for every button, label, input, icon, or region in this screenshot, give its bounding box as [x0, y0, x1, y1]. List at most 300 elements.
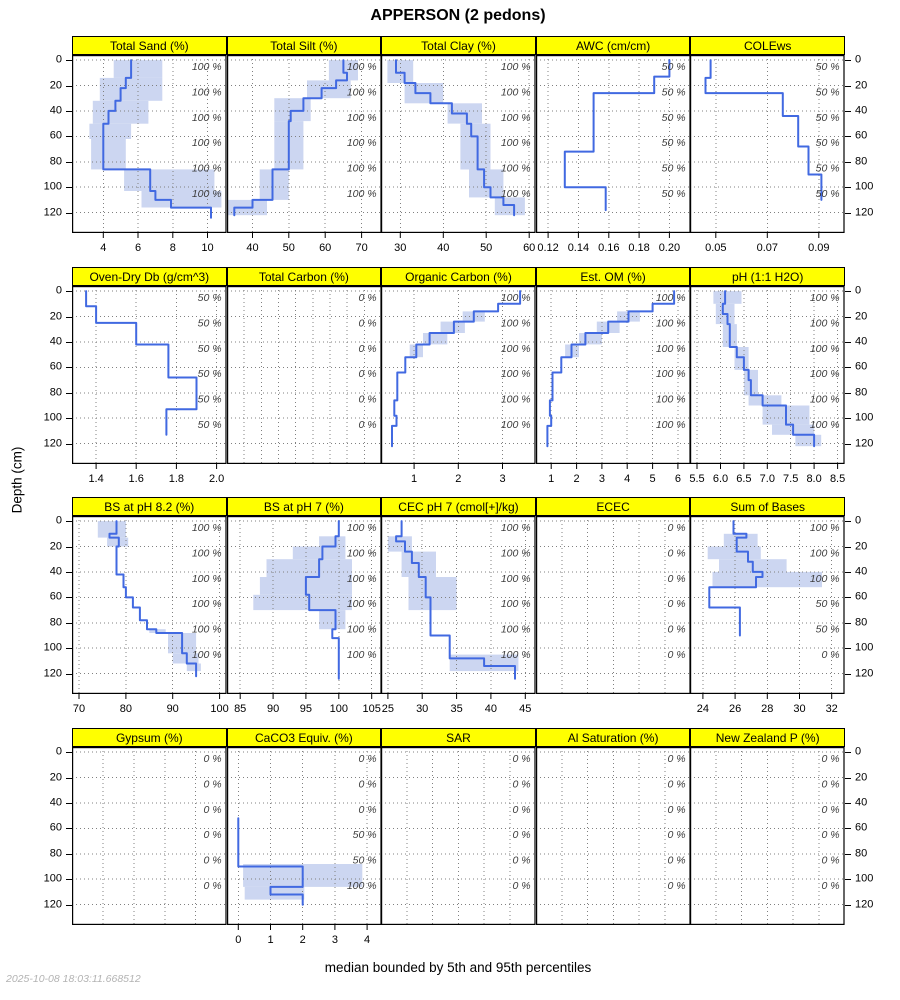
depth-tick	[845, 136, 851, 137]
strip-title: Total Carbon (%)	[258, 269, 349, 284]
contributing-fraction-label: 0 %	[821, 778, 840, 791]
depth-tick-label: 80	[49, 847, 62, 860]
contributing-fraction-label: 0 %	[667, 829, 686, 842]
panel-cec-ph-7-cmol-kg	[381, 516, 536, 724]
x-tick-label: 60	[318, 242, 331, 254]
strip-total-silt	[227, 36, 382, 55]
contributing-fraction-label: 100 %	[346, 188, 377, 201]
contributing-fraction-label: 50 %	[661, 111, 686, 124]
strip-title: Gypsum (%)	[115, 730, 183, 745]
contributing-fraction-label: 50 %	[197, 317, 222, 330]
strip-title: Total Sand (%)	[109, 38, 189, 53]
depth-tick-label: 20	[855, 540, 868, 552]
x-tick-label: 40	[437, 242, 450, 254]
panel-organic-carbon	[381, 286, 536, 494]
contributing-fraction-label: 100 %	[501, 137, 531, 150]
depth-tick	[845, 854, 851, 855]
contributing-fraction-label: 100 %	[501, 393, 531, 406]
depth-tick-label: 120	[855, 206, 874, 219]
x-tick-label: 40	[484, 703, 498, 715]
x-tick-label: 30	[394, 242, 407, 254]
contributing-fraction-label: 50 %	[197, 393, 222, 406]
contributing-fraction-label: 50 %	[197, 419, 222, 432]
depth-tick	[66, 111, 72, 112]
contributing-fraction-label: 100 %	[346, 623, 377, 636]
depth-tick-label: 20	[855, 310, 868, 322]
median-line	[565, 60, 670, 210]
depth-tick-label: 0	[855, 745, 862, 758]
depth-tick	[66, 879, 72, 880]
strip-ph-1-1-h2o	[690, 267, 845, 286]
x-tick-label: 10	[201, 242, 214, 254]
x-tick-label: 2.0	[208, 473, 225, 485]
strip-sum-of-bases	[690, 497, 845, 516]
contributing-fraction-label: 0 %	[358, 752, 377, 765]
contributing-fraction-label: 0 %	[667, 623, 686, 636]
x-tick-label: 6	[674, 473, 681, 485]
contributing-fraction-label: 0 %	[512, 854, 531, 867]
strip-gypsum	[72, 728, 227, 747]
contributing-fraction-label: 100 %	[501, 342, 531, 355]
contributing-fraction-label: 0 %	[667, 598, 686, 611]
depth-tick-label: 20	[49, 771, 62, 783]
x-tick-label: 2	[573, 473, 580, 485]
x-tick-label: 32	[825, 703, 839, 715]
x-tick-label: 1.8	[168, 473, 185, 485]
panel-sar	[381, 747, 536, 955]
strip-new-zealand-p	[690, 728, 845, 747]
x-tick-label: 7.0	[760, 473, 776, 485]
contributing-fraction-label: 0 %	[203, 778, 222, 791]
contributing-fraction-label: 0 %	[358, 419, 377, 432]
contributing-fraction-label: 100 %	[655, 342, 686, 355]
contributing-fraction-label: 100 %	[810, 521, 840, 534]
x-tick-label: 6.0	[713, 473, 729, 485]
contributing-fraction-label: 100 %	[810, 393, 840, 406]
depth-tick	[845, 597, 851, 598]
contributing-fraction-label: 0 %	[821, 854, 840, 867]
contributing-fraction-label: 0 %	[667, 778, 686, 791]
x-tick-label: 3	[499, 473, 506, 485]
strip-title: AWC (cm/cm)	[575, 38, 651, 53]
x-tick-label: 0.09	[808, 242, 830, 254]
x-tick-label: 6	[134, 242, 142, 254]
x-tick-label: 30	[416, 703, 429, 715]
x-tick-label: 7.5	[783, 473, 799, 485]
depth-tick	[845, 828, 851, 829]
panel-est-om	[536, 286, 691, 494]
depth-tick-label: 120	[43, 437, 62, 450]
contributing-fraction-label: 50 %	[816, 598, 840, 611]
depth-tick-label: 60	[855, 590, 868, 603]
depth-tick-label: 60	[49, 360, 62, 373]
depth-tick-label: 0	[855, 514, 862, 527]
strip-al-saturation	[536, 728, 691, 747]
depth-tick	[66, 367, 72, 368]
depth-tick-label: 100	[855, 180, 874, 193]
panel-sum-of-bases	[690, 516, 845, 724]
panel-gypsum	[72, 747, 227, 955]
x-tick-label: 90	[166, 703, 179, 715]
contributing-fraction-label: 100 %	[191, 60, 222, 73]
x-tick-label: 24	[697, 703, 710, 715]
contributing-fraction-label: 100 %	[501, 547, 531, 560]
x-tick-label: 1	[411, 473, 418, 485]
contributing-fraction-label: 100 %	[655, 317, 686, 330]
contributing-fraction-label: 100 %	[346, 880, 377, 893]
contributing-fraction-label: 50 %	[816, 188, 840, 201]
x-tick-label: 4	[100, 242, 107, 254]
depth-tick	[66, 597, 72, 598]
depth-tick-label: 40	[855, 796, 868, 809]
depth-tick	[66, 547, 72, 548]
x-tick-label: 0.16	[597, 242, 620, 254]
contributing-fraction-label: 50 %	[352, 829, 377, 842]
strip-title: pH (1:1 H2O)	[732, 269, 804, 284]
depth-tick	[845, 803, 851, 804]
panel-new-zealand-p	[690, 747, 845, 955]
contributing-fraction-label: 0 %	[358, 342, 377, 355]
contributing-fraction-label: 0 %	[203, 803, 222, 816]
depth-tick	[66, 213, 72, 214]
contributing-fraction-label: 100 %	[346, 572, 377, 585]
depth-tick-label: 80	[855, 386, 868, 399]
depth-tick	[66, 752, 72, 753]
strip-title: BS at pH 7 (%)	[263, 499, 344, 514]
depth-tick	[845, 111, 851, 112]
panel-total-sand	[72, 55, 227, 263]
strip-ecec	[536, 497, 691, 516]
depth-tick	[66, 162, 72, 163]
depth-tick-label: 60	[49, 129, 62, 142]
depth-tick	[845, 60, 851, 61]
contributing-fraction-label: 50 %	[661, 188, 686, 201]
depth-tick-label: 40	[49, 104, 62, 117]
contributing-fraction-label: 100 %	[501, 291, 531, 304]
x-tick-label: 30	[793, 703, 807, 715]
x-tick-label: 1	[547, 473, 555, 485]
contributing-fraction-label: 100 %	[501, 317, 531, 330]
depth-tick-label: 80	[49, 616, 62, 629]
depth-tick	[845, 291, 851, 292]
panel-total-carbon	[227, 286, 382, 494]
x-tick-label: 26	[729, 703, 742, 715]
panel-total-clay	[381, 55, 536, 263]
strip-cec-ph-7-cmol-kg	[381, 497, 536, 516]
depth-tick	[845, 213, 851, 214]
contributing-fraction-label: 0 %	[821, 752, 840, 765]
depth-tick-label: 100	[43, 411, 62, 424]
depth-tick-label: 0	[55, 284, 62, 297]
depth-tick-label: 60	[855, 821, 868, 834]
contributing-fraction-label: 50 %	[816, 137, 840, 150]
depth-tick	[845, 648, 851, 649]
x-tick-label: 0.14	[567, 242, 589, 254]
strip-title: Sum of Bases	[730, 499, 806, 514]
strip-title: Organic Carbon (%)	[405, 269, 512, 284]
contributing-fraction-label: 100 %	[346, 86, 377, 99]
contributing-fraction-label: 0 %	[667, 547, 686, 560]
depth-tick-label: 120	[43, 667, 62, 680]
x-tick-label: 4	[363, 934, 370, 946]
contributing-fraction-label: 100 %	[810, 291, 840, 304]
x-tick-label: 0.20	[658, 242, 680, 254]
contributing-fraction-label: 100 %	[501, 111, 531, 124]
depth-tick	[845, 393, 851, 394]
depth-tick	[66, 86, 72, 87]
contributing-fraction-label: 100 %	[810, 419, 840, 432]
strip-total-clay	[381, 36, 536, 55]
contributing-fraction-label: 100 %	[346, 649, 377, 662]
depth-tick	[66, 623, 72, 624]
median-line	[706, 60, 822, 200]
depth-tick-label: 120	[43, 898, 62, 911]
strip-title: Total Silt (%)	[270, 38, 338, 53]
contributing-fraction-label: 100 %	[655, 419, 686, 432]
contributing-fraction-label: 100 %	[191, 137, 222, 150]
strip-sar	[381, 728, 536, 747]
contributing-fraction-label: 100 %	[501, 60, 531, 73]
strip-title: Total Clay (%)	[421, 38, 496, 53]
strip-awc-cm-cm	[536, 36, 691, 55]
contributing-fraction-label: 100 %	[191, 111, 222, 124]
contributing-fraction-label: 0 %	[203, 854, 222, 867]
depth-tick	[66, 854, 72, 855]
contributing-fraction-label: 100 %	[810, 572, 840, 585]
x-tick-label: 8.0	[806, 473, 823, 485]
depth-tick-label: 40	[49, 796, 62, 809]
contributing-fraction-label: 100 %	[501, 419, 531, 432]
contributing-fraction-label: 100 %	[191, 86, 222, 99]
x-tick-label: 35	[450, 703, 463, 715]
x-tick-label: 28	[761, 703, 774, 715]
depth-tick	[845, 162, 851, 163]
strip-title: Est. OM (%)	[580, 269, 646, 284]
contributing-fraction-label: 100 %	[346, 547, 377, 560]
x-tick-label: 40	[245, 242, 259, 254]
depth-tick	[66, 674, 72, 675]
contributing-fraction-label: 100 %	[501, 188, 531, 201]
depth-tick	[845, 905, 851, 906]
depth-tick	[66, 521, 72, 522]
x-tick-label: 0.12	[537, 242, 559, 254]
depth-tick-label: 100	[43, 872, 62, 885]
depth-tick	[66, 572, 72, 573]
panel-total-silt	[227, 55, 382, 263]
contributing-fraction-label: 100 %	[346, 162, 377, 175]
contributing-fraction-label: 100 %	[346, 60, 377, 73]
depth-tick-label: 100	[855, 872, 874, 885]
depth-tick-label: 100	[43, 180, 62, 193]
depth-tick	[845, 418, 851, 419]
depth-tick	[845, 317, 851, 318]
contributing-fraction-label: 100 %	[501, 368, 531, 381]
strip-title: Al Saturation (%)	[567, 730, 659, 745]
depth-tick	[66, 291, 72, 292]
panel-bs-at-ph-7	[227, 516, 382, 724]
contributing-fraction-label: 0 %	[821, 880, 840, 893]
x-tick-label: 1	[267, 934, 274, 946]
depth-tick	[66, 803, 72, 804]
strip-colews	[690, 36, 845, 55]
contributing-fraction-label: 100 %	[191, 623, 222, 636]
contributing-fraction-label: 50 %	[816, 111, 840, 124]
x-tick-label: 0.05	[705, 242, 727, 254]
x-tick-label: 100	[329, 703, 348, 715]
strip-title: BS at pH 8.2 (%)	[104, 499, 195, 514]
depth-tick	[845, 778, 851, 779]
contributing-fraction-label: 50 %	[661, 162, 686, 175]
panel-awc-cm-cm	[536, 55, 691, 263]
depth-tick-label: 60	[49, 590, 62, 603]
contributing-fraction-label: 0 %	[203, 880, 222, 893]
depth-tick-label: 80	[855, 155, 868, 168]
x-tick-label: 3	[598, 473, 605, 485]
panel-caco3-equiv	[227, 747, 382, 955]
contributing-fraction-label: 50 %	[816, 623, 840, 636]
depth-tick-label: 60	[49, 821, 62, 834]
contributing-fraction-label: 0 %	[821, 829, 840, 842]
contributing-fraction-label: 0 %	[512, 880, 531, 893]
contributing-fraction-label: 0 %	[358, 778, 377, 791]
panel-colews	[690, 55, 845, 263]
contributing-fraction-label: 50 %	[816, 86, 840, 99]
contributing-fraction-label: 50 %	[816, 162, 840, 175]
contributing-fraction-label: 50 %	[661, 86, 686, 99]
depth-tick-label: 100	[855, 641, 874, 654]
contributing-fraction-label: 0 %	[667, 752, 686, 765]
x-tick-label: 5.5	[689, 473, 706, 485]
contributing-fraction-label: 0 %	[667, 854, 686, 867]
contributing-fraction-label: 0 %	[358, 317, 377, 330]
y-axis-label: Depth (cm)	[9, 446, 25, 514]
depth-tick	[66, 828, 72, 829]
strip-title: New Zealand P (%)	[715, 730, 820, 745]
strip-bs-at-ph-7	[227, 497, 382, 516]
depth-tick	[66, 778, 72, 779]
depth-tick	[845, 342, 851, 343]
strip-title: SAR	[446, 730, 471, 745]
depth-tick	[66, 136, 72, 137]
depth-tick	[845, 572, 851, 573]
depth-tick-label: 40	[49, 565, 62, 578]
contributing-fraction-label: 100 %	[810, 317, 840, 330]
depth-tick	[845, 879, 851, 880]
contributing-fraction-label: 100 %	[501, 521, 531, 534]
contributing-fraction-label: 0 %	[667, 803, 686, 816]
depth-tick-label: 120	[855, 437, 874, 450]
contributing-fraction-label: 100 %	[346, 598, 377, 611]
contributing-fraction-label: 100 %	[501, 572, 531, 585]
contributing-fraction-label: 100 %	[501, 623, 531, 636]
depth-tick-label: 80	[49, 155, 62, 168]
contributing-fraction-label: 0 %	[358, 368, 377, 381]
x-tick-label: 1.6	[128, 473, 144, 485]
contributing-fraction-label: 100 %	[346, 111, 377, 124]
x-tick-label: 0.07	[756, 242, 779, 254]
contributing-fraction-label: 100 %	[191, 162, 222, 175]
median-line	[86, 291, 196, 435]
contributing-fraction-label: 100 %	[191, 521, 222, 534]
x-tick-label: 45	[519, 703, 532, 715]
depth-tick-label: 20	[49, 310, 62, 322]
x-tick-label: 5	[649, 473, 656, 485]
contributing-fraction-label: 50 %	[352, 854, 377, 867]
depth-tick-label: 80	[49, 386, 62, 399]
depth-tick	[66, 60, 72, 61]
depth-tick-label: 40	[855, 565, 868, 578]
x-tick-label: 85	[233, 703, 246, 715]
contributing-fraction-label: 100 %	[501, 649, 531, 662]
x-tick-label: 4	[623, 473, 631, 485]
contributing-fraction-label: 0 %	[512, 829, 531, 842]
contributing-fraction-label: 0 %	[821, 649, 840, 662]
x-tick-label: 25	[381, 703, 395, 715]
contributing-fraction-label: 0 %	[358, 393, 377, 406]
contributing-fraction-label: 0 %	[512, 803, 531, 816]
contributing-fraction-label: 0 %	[821, 803, 840, 816]
contributing-fraction-label: 50 %	[661, 60, 686, 73]
panel-al-saturation	[536, 747, 691, 955]
depth-tick-label: 20	[49, 540, 62, 552]
contributing-fraction-label: 0 %	[667, 649, 686, 662]
x-tick-label: 90	[266, 703, 279, 715]
depth-tick-label: 40	[49, 335, 62, 348]
depth-tick-label: 40	[855, 335, 868, 348]
contributing-fraction-label: 0 %	[358, 291, 377, 304]
contributing-fraction-label: 100 %	[346, 521, 377, 534]
panel-ph-1-1-h2o	[690, 286, 845, 494]
x-tick-label: 100	[210, 703, 229, 715]
depth-tick	[845, 623, 851, 624]
contributing-fraction-label: 100 %	[655, 393, 686, 406]
strip-title: COLEws	[744, 38, 792, 53]
depth-tick	[845, 521, 851, 522]
contributing-fraction-label: 100 %	[810, 368, 840, 381]
x-tick-label: 3	[331, 934, 338, 946]
contributing-fraction-label: 100 %	[346, 137, 377, 150]
depth-tick	[845, 187, 851, 188]
strip-title: ECEC	[596, 499, 630, 514]
depth-tick-label: 120	[855, 667, 874, 680]
contributing-fraction-label: 50 %	[197, 368, 222, 381]
x-tick-label: 50	[480, 242, 493, 254]
x-tick-label: 95	[299, 703, 312, 715]
depth-tick-label: 60	[855, 360, 868, 373]
contributing-fraction-label: 100 %	[655, 368, 686, 381]
depth-tick	[845, 367, 851, 368]
contributing-fraction-label: 0 %	[667, 880, 686, 893]
strip-caco3-equiv	[227, 728, 382, 747]
depth-tick-label: 40	[855, 104, 868, 117]
depth-tick	[66, 393, 72, 394]
x-tick-label: 8	[169, 242, 176, 254]
figure-caption: median bounded by 5th and 95th percentiles	[324, 960, 592, 975]
strip-est-om	[536, 267, 691, 286]
contributing-fraction-label: 100 %	[191, 572, 222, 585]
x-tick-label: 70	[72, 703, 86, 715]
x-tick-label: 0.18	[628, 242, 650, 254]
strip-oven-dry-db-g-cm-3	[72, 267, 227, 286]
contributing-fraction-label: 100 %	[191, 649, 222, 662]
depth-tick	[845, 674, 851, 675]
x-tick-label: 8.5	[830, 473, 846, 485]
depth-tick-label: 80	[855, 616, 868, 629]
depth-tick-label: 0	[55, 514, 62, 527]
depth-tick-label: 20	[855, 79, 868, 91]
contributing-fraction-label: 100 %	[810, 547, 840, 560]
x-tick-label: 80	[119, 703, 133, 715]
